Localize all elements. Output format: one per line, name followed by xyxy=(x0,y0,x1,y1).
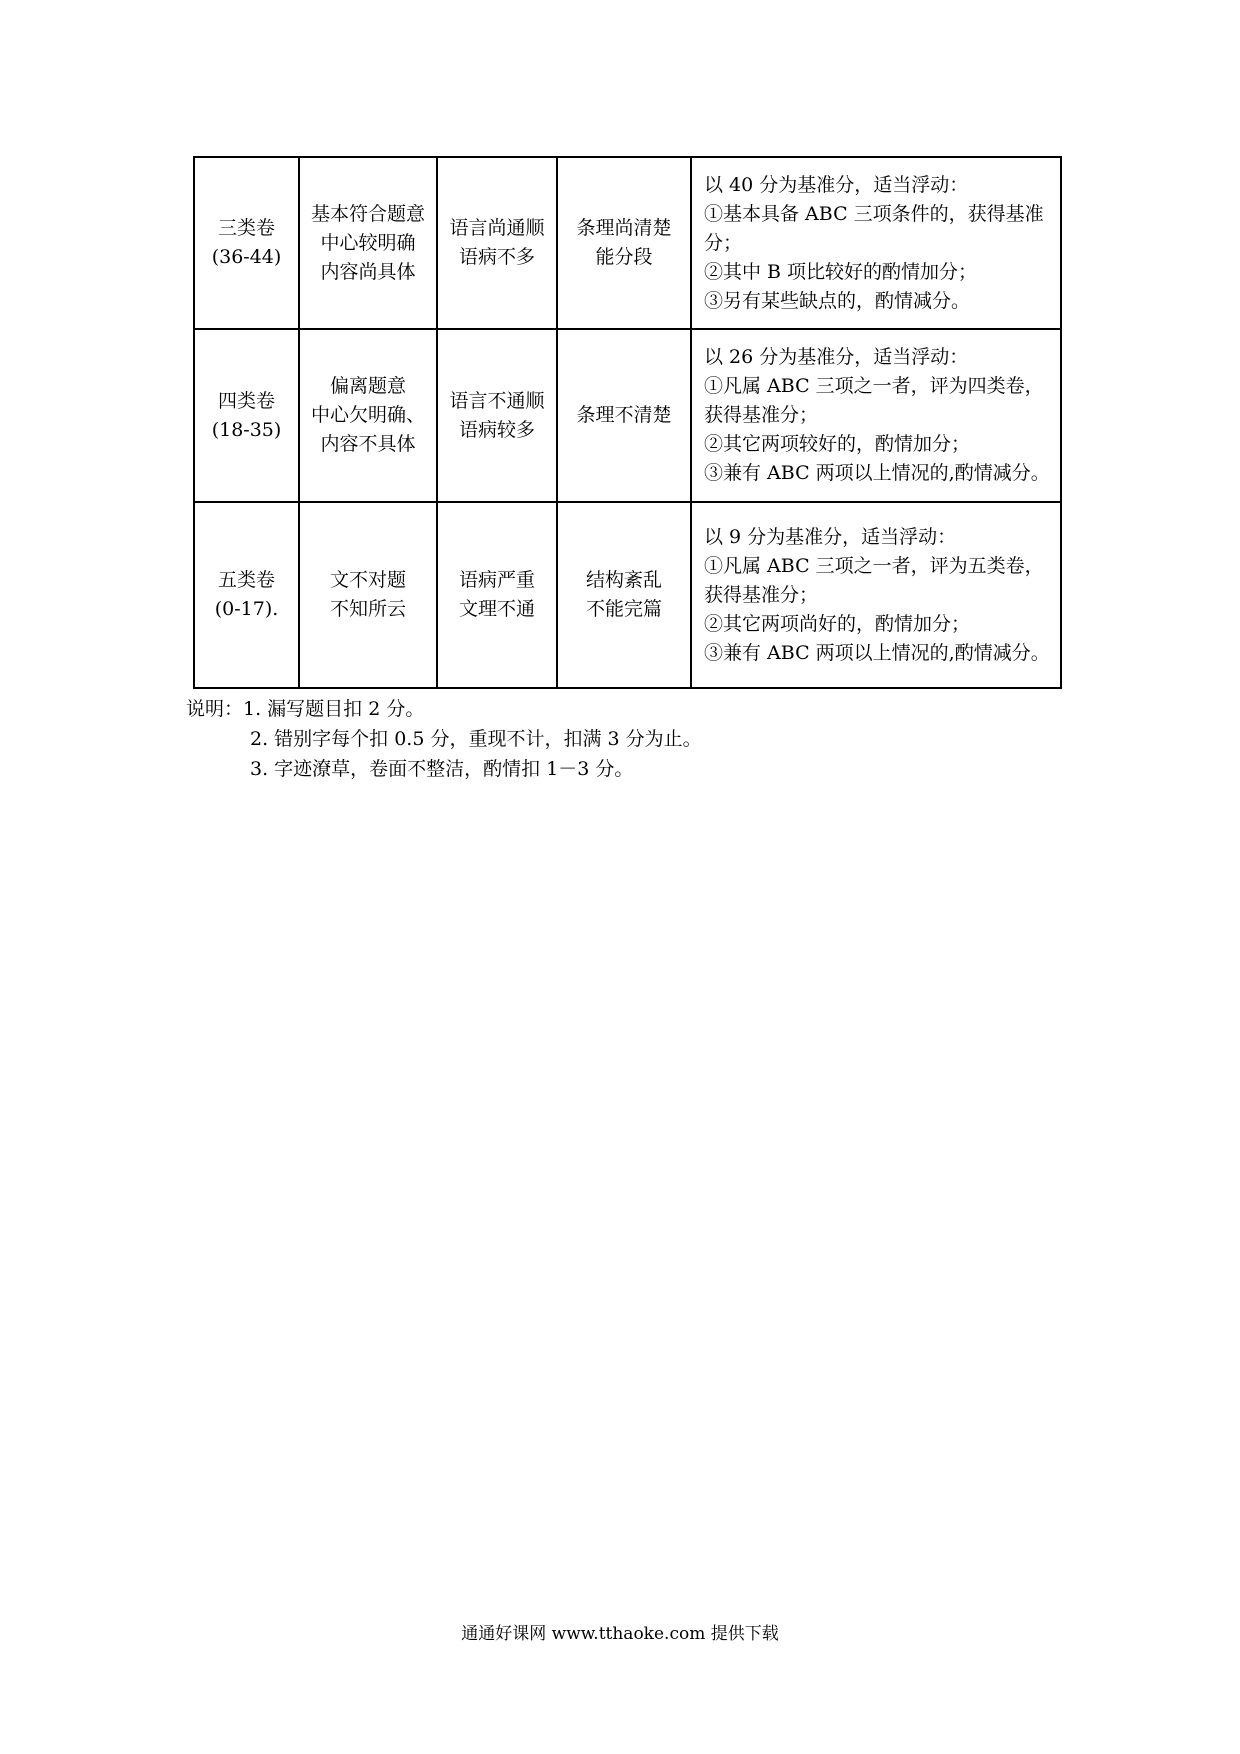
scoring-rule-cell: 以 26 分为基准分，适当浮动： ①凡属 ABC 三项之一者，评为四类卷，获得基准分； ②其它两项较好的，酌情加分； ③兼有 ABC 两项以上情况的,酌情减分。 xyxy=(691,329,1061,502)
page-footer: 通通好课网 www.tthaoke.com 提供下载 xyxy=(461,1624,779,1644)
table-row xyxy=(194,329,1061,502)
table-row xyxy=(194,502,1061,688)
content-cell: 偏离题意 中心欠明确、 内容不具体 xyxy=(299,329,437,502)
notes-section xyxy=(186,694,702,784)
structure-cell: 条理尚清楚 能分段 xyxy=(557,157,691,329)
language-cell: 语言不通顺 语病较多 xyxy=(437,329,557,502)
note-item: 3. 字迹潦草，卷面不整洁，酌情扣 1－3 分。 xyxy=(250,758,634,780)
category-cell: 五类卷 (0-17). xyxy=(194,502,299,688)
content-cell: 文不对题 不知所云 xyxy=(299,502,437,688)
grading-table xyxy=(193,156,1062,689)
language-cell: 语言尚通顺 语病不多 xyxy=(437,157,557,329)
structure-cell: 条理不清楚 xyxy=(557,329,691,502)
category-cell: 四类卷 (18-35) xyxy=(194,329,299,502)
scoring-rule-cell: 以 9 分为基准分，适当浮动： ①凡属 ABC 三项之一者，评为五类卷，获得基准分； ②其它两项尚好的，酌情加分； ③兼有 ABC 两项以上情况的,酌情减分。 xyxy=(691,502,1061,688)
category-cell: 三类卷 (36-44) xyxy=(194,157,299,329)
structure-cell: 结构紊乱 不能完篇 xyxy=(557,502,691,688)
note-item: 说明：1. 漏写题目扣 2 分。 xyxy=(186,698,425,720)
scoring-rule-cell: 以 40 分为基准分，适当浮动： ①基本具备 ABC 三项条件的，获得基准分； ②其中 B 项比较好的酌情加分； ③另有某些缺点的，酌情减分。 xyxy=(691,157,1061,329)
table-row xyxy=(194,157,1061,329)
note-item: 2. 错别字每个扣 0.5 分，重现不计，扣满 3 分为止。 xyxy=(250,728,702,750)
content-cell: 基本符合题意 中心较明确 内容尚具体 xyxy=(299,157,437,329)
language-cell: 语病严重 文理不通 xyxy=(437,502,557,688)
